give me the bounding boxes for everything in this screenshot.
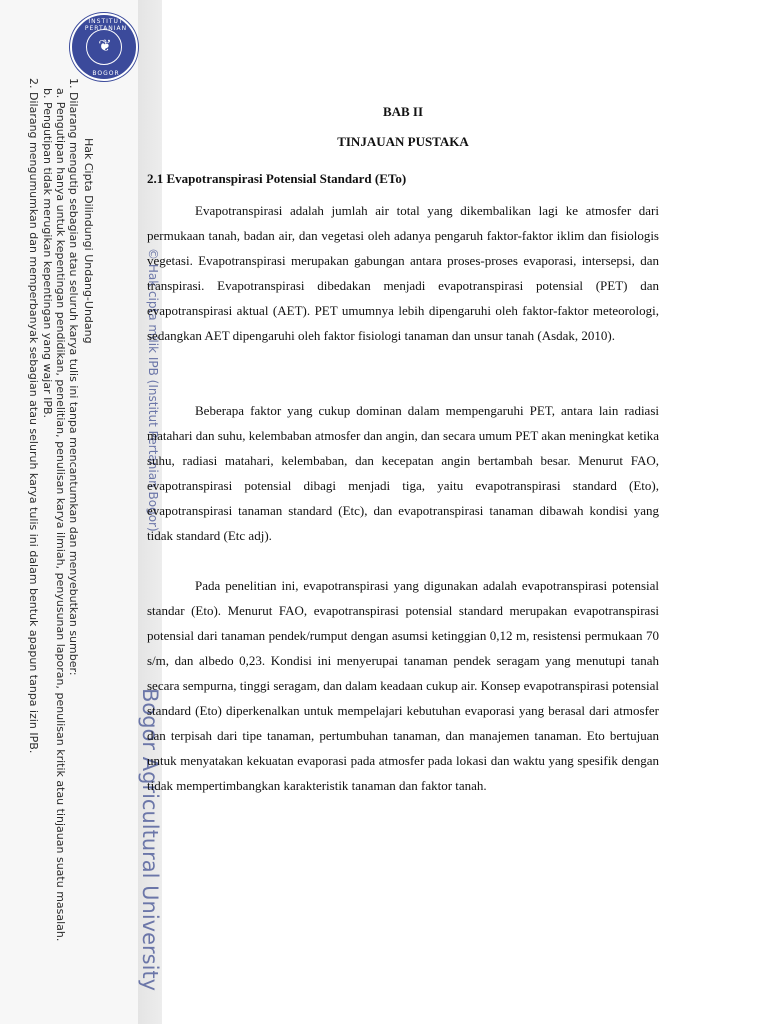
university-watermark: Bogor Agricultural University — [138, 688, 162, 992]
copyright-heading: Hak Cipta Dilindungi Undang-Undang — [82, 138, 95, 344]
body-paragraph-2: Beberapa faktor yang cukup dominan dalam mempengaruhi PET, antara lain radiasi matahari dan suhu, kelembaban atmosfer dan angin, dan secara umum PET akan meningkat ketika suhu, radiasi matahari, kelembaban, dan kecepatan angin bertambah besar. Menurut FAO, evapotranspirasi potensial dibagi menjadi tiga, yaitu evapotranspirasi standard (Eto), evapotranspirasi tanaman standard (Etc), dan evapotranspirasi tanaman dibawah kondisi yang tidak standard (Etc adj). — [147, 403, 660, 543]
copyright-rule-1b: b. Pengutipan tidak merugikan kepentingan yang wajar IPB. — [41, 88, 54, 419]
copyright-rule-1: 1. Dilarang mengutip sebagian atau seluruh karya tulis ini tanpa mencantumkan dan menyebutkan sumber: — [67, 78, 80, 676]
logo-ring-top-text: INSTITUT PERTANIAN — [84, 18, 128, 32]
body-paragraph-3: Pada penelitian ini, evapotranspirasi yang digunakan adalah evapotranspirasi potensial standar (Eto). Menurut FAO, evapotranspirasi potensial standard merupakan evapotranspirasi potensial dari tanaman pendek/rumput dengan asumsi ketinggian 0,12 m, resistensi permukaan 70 s/m, dan albedo 0,23. Kondisi ini menyerupai tanaman pendek seragam yang menutupi tanah secara sempurna, tinggi seragam, dan dalam keadaan cukup air. Konsep evapotranspirasi potensial standard (Eto) diperkenalkan untuk mempelajari kebutuhan evaporasi yang berasal dari atmosfer dan terpisah dari tipe tanaman, pertumbuhan tanaman, dan manajemen tanaman. Eto bertujuan untuk menyatakan kekuatan evaporasi pada atmosfer pada lokasi dan waktu yang spesifik dengan tidak mempertimbangkan karakteristik tanaman dan faktor tanah. — [147, 578, 659, 793]
logo-emblem — [86, 29, 122, 65]
ipb-logo — [70, 13, 138, 81]
hak-cipta-watermark: © Hak cipta milik IPB (Institut Pertanian Bogor) — [146, 248, 160, 532]
section-title: 2.1 Evapotranspirasi Potensial Standard (ETo) — [147, 171, 407, 186]
copyright-rule-1a: a. Pengutipan hanya untuk kepentingan pendidikan, penelitian, penulisan karya ilmiah, penyusunan laporan, penulisan kritik atau tinjauan suatu masalah. — [54, 88, 67, 942]
body-paragraph-1: Evapotranspirasi adalah jumlah air total yang dikembalikan lagi ke atmosfer dari permukaan tanah, badan air, dan vegetasi oleh adanya pengaruh faktor-faktor iklim dan fisiologis vegetasi. Evapotranspirasi merupakan gabungan antara proses-proses evaporasi, intersepsi, dan transpirasi. Evapotranspirasi dibedakan menjadi evapotranspirasi potensial (PET) dan evapotranspirasi aktual (AET). PET umumnya lebih dipengaruhi oleh faktor-faktor meteorologi, sedangkan AET dipengaruhi oleh faktor fisiologi tanaman dan unsur tanah (Asdak, 2010). — [147, 203, 659, 343]
leaf-emblem-icon: ❦ — [98, 36, 112, 55]
chapter-number: BAB II — [382, 104, 424, 119]
chapter-title: TINJAUAN PUSTAKA — [337, 134, 469, 149]
copyright-rule-2: 2. Dilarang mengumumkan dan memperbanyak sebagian atau seluruh karya tulis ini dalam bentuk apapun tanpa izin IPB. — [27, 78, 40, 754]
logo-ring-bottom-text: BOGOR — [92, 70, 120, 77]
